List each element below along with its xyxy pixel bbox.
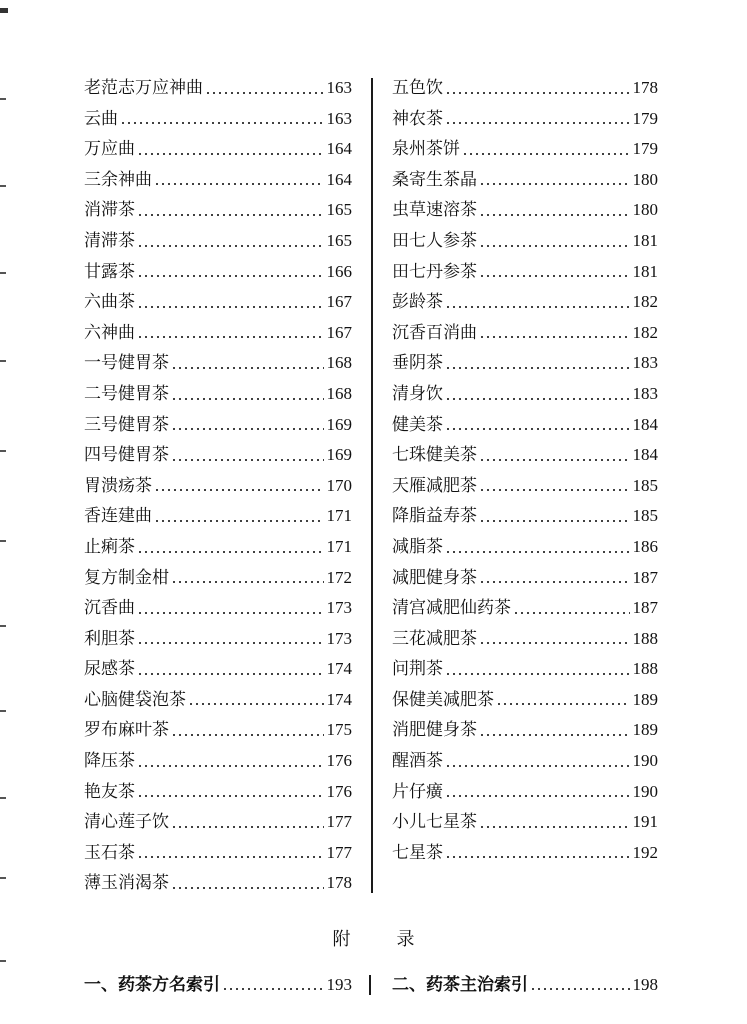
dot-leader bbox=[222, 987, 324, 991]
dot-leader bbox=[188, 702, 324, 706]
dot-leader bbox=[513, 611, 630, 615]
toc-entry[interactable] bbox=[84, 593, 352, 624]
dot-leader bbox=[137, 672, 324, 676]
dot-leader bbox=[479, 488, 630, 492]
dot-leader bbox=[154, 488, 324, 492]
toc-left-column bbox=[84, 73, 352, 899]
toc-entry-page: 168 bbox=[326, 353, 352, 373]
dot-leader bbox=[137, 274, 324, 278]
dot-leader bbox=[120, 121, 324, 125]
dot-leader bbox=[445, 764, 630, 768]
toc-entry-page: 177 bbox=[326, 812, 352, 832]
dot-leader bbox=[137, 305, 324, 309]
toc-entry-page: 182 bbox=[632, 322, 658, 342]
toc-entry-page: 187 bbox=[632, 567, 658, 587]
dot-leader bbox=[445, 672, 630, 676]
toc-entry-page: 188 bbox=[632, 659, 658, 679]
dot-leader bbox=[137, 335, 324, 339]
toc-entry-title: 复方制金柑 bbox=[84, 567, 169, 588]
toc-entry-page: 179 bbox=[632, 139, 658, 159]
toc-entry[interactable] bbox=[392, 440, 658, 471]
toc-entry-title: 清心莲子饮 bbox=[84, 812, 169, 833]
toc-entry-title: 三花减肥茶 bbox=[392, 628, 477, 649]
appendix-entry-title: 二、药茶主治索引 bbox=[392, 975, 528, 995]
toc-entry-title: 减肥健身茶 bbox=[392, 567, 477, 588]
dot-leader bbox=[479, 641, 630, 645]
dot-leader bbox=[154, 519, 324, 523]
toc-entry[interactable] bbox=[84, 685, 352, 716]
toc-entry-title: 罗布麻叶茶 bbox=[84, 720, 169, 741]
toc-entry-title: 利胆茶 bbox=[84, 628, 135, 649]
toc-entry-page: 177 bbox=[326, 842, 352, 862]
toc-entry-title: 胃溃疡茶 bbox=[84, 475, 152, 496]
toc-entry[interactable] bbox=[84, 134, 352, 165]
dot-leader bbox=[445, 305, 630, 309]
toc-entry[interactable] bbox=[84, 287, 352, 318]
dot-leader bbox=[137, 641, 324, 645]
toc-entry[interactable] bbox=[392, 838, 658, 869]
toc-entry-page: 166 bbox=[326, 261, 352, 281]
toc-entry-title: 田七人参茶 bbox=[392, 230, 477, 251]
toc-entry[interactable] bbox=[392, 685, 658, 716]
toc-entry[interactable] bbox=[84, 532, 352, 563]
toc-entry[interactable] bbox=[84, 440, 352, 471]
scan-margin-mark bbox=[0, 710, 6, 712]
dot-leader bbox=[171, 458, 324, 462]
toc-entry-title: 玉石茶 bbox=[84, 842, 135, 863]
toc-entry-title: 醒酒茶 bbox=[392, 751, 443, 772]
scan-margin-mark bbox=[0, 877, 6, 879]
dot-leader bbox=[171, 366, 324, 370]
toc-entry-title: 泉州茶饼 bbox=[392, 139, 460, 160]
toc-entry[interactable] bbox=[84, 746, 352, 777]
dot-leader bbox=[479, 519, 630, 523]
toc-entry-page: 169 bbox=[326, 414, 352, 434]
toc-entry[interactable] bbox=[392, 624, 658, 655]
dot-leader bbox=[445, 550, 630, 554]
scan-margin-mark bbox=[0, 360, 6, 362]
toc-entry[interactable] bbox=[392, 226, 658, 257]
toc-entry-page: 190 bbox=[632, 751, 658, 771]
toc-entry[interactable] bbox=[392, 807, 658, 838]
toc-entry-page: 163 bbox=[326, 108, 352, 128]
appendix-heading-char-2: 录 bbox=[396, 929, 415, 950]
toc-entry-page: 163 bbox=[326, 78, 352, 97]
toc-entry[interactable] bbox=[84, 410, 352, 441]
dot-leader bbox=[445, 794, 630, 798]
toc-entry[interactable] bbox=[392, 501, 658, 532]
toc-entry-title: 三号健胃茶 bbox=[84, 414, 169, 435]
toc-entry-title: 尿感茶 bbox=[84, 659, 135, 680]
toc-entry[interactable] bbox=[84, 715, 352, 746]
toc-entry-page: 167 bbox=[326, 292, 352, 312]
dot-leader bbox=[479, 244, 630, 248]
toc-entry-page: 186 bbox=[632, 536, 658, 556]
dot-leader bbox=[137, 794, 324, 798]
toc-entry-title: 止痢茶 bbox=[84, 536, 135, 557]
dot-leader bbox=[479, 458, 630, 462]
toc-entry-title: 三余神曲 bbox=[84, 169, 152, 190]
toc-entry-page: 180 bbox=[632, 169, 658, 189]
dot-leader bbox=[462, 152, 630, 156]
toc-entry-page: 184 bbox=[632, 445, 658, 465]
toc-entry-title: 保健美减肥茶 bbox=[392, 689, 494, 710]
toc-entry-page: 173 bbox=[326, 628, 352, 648]
scan-margin-mark bbox=[0, 98, 6, 100]
toc-entry-page: 173 bbox=[326, 598, 352, 618]
toc-entry-page: 183 bbox=[632, 353, 658, 373]
toc-entry-page: 191 bbox=[632, 812, 658, 832]
dot-leader bbox=[205, 91, 324, 95]
toc-entry[interactable] bbox=[392, 777, 658, 808]
toc-entry-page: 189 bbox=[632, 689, 658, 709]
appendix-divider bbox=[369, 975, 371, 995]
scan-margin-mark bbox=[0, 797, 6, 799]
toc-entry-title: 云曲 bbox=[84, 108, 118, 129]
toc-entry-title: 神农茶 bbox=[392, 108, 443, 129]
dot-leader bbox=[171, 825, 324, 829]
toc-entry-title: 虫草速溶茶 bbox=[392, 200, 477, 221]
appendix-heading bbox=[0, 925, 747, 951]
dot-leader bbox=[171, 733, 324, 737]
scan-margin-mark bbox=[0, 450, 6, 452]
toc-entry-title: 彭龄茶 bbox=[392, 292, 443, 313]
toc-entry[interactable] bbox=[392, 104, 658, 135]
toc-entry-page: 168 bbox=[326, 383, 352, 403]
dot-leader bbox=[171, 427, 324, 431]
toc-entry-title: 天雁减肥茶 bbox=[392, 475, 477, 496]
toc-entry-page: 189 bbox=[632, 720, 658, 740]
toc-entry[interactable] bbox=[84, 501, 352, 532]
dot-leader bbox=[479, 182, 630, 186]
toc-entry[interactable] bbox=[392, 318, 658, 349]
dot-leader bbox=[171, 886, 324, 890]
toc-entry[interactable] bbox=[84, 257, 352, 288]
dot-leader bbox=[479, 335, 630, 339]
appendix-heading-char-1: 附 bbox=[332, 929, 351, 950]
dot-leader bbox=[137, 550, 324, 554]
toc-entry-page: 178 bbox=[632, 78, 658, 97]
toc-entry-title: 甘露茶 bbox=[84, 261, 135, 282]
toc-entry[interactable] bbox=[392, 715, 658, 746]
toc-entry-title: 消肥健身茶 bbox=[392, 720, 477, 741]
dot-leader bbox=[479, 274, 630, 278]
toc-entry[interactable] bbox=[84, 777, 352, 808]
toc-entry-page: 181 bbox=[632, 261, 658, 281]
toc-entry-title: 垂阴茶 bbox=[392, 353, 443, 374]
toc-entry-page: 192 bbox=[632, 842, 658, 862]
toc-entry[interactable] bbox=[392, 379, 658, 410]
toc-entry-title: 香连建曲 bbox=[84, 506, 152, 527]
dot-leader bbox=[479, 213, 630, 217]
column-divider bbox=[371, 78, 373, 893]
appendix-entry[interactable] bbox=[84, 970, 352, 1000]
toc-entry-title: 四号健胃茶 bbox=[84, 445, 169, 466]
dot-leader bbox=[445, 397, 630, 401]
toc-entry-page: 164 bbox=[326, 169, 352, 189]
dot-leader bbox=[445, 366, 630, 370]
toc-right-column bbox=[392, 73, 658, 868]
dot-leader bbox=[496, 702, 630, 706]
toc-entry[interactable] bbox=[392, 165, 658, 196]
toc-entry-page: 187 bbox=[632, 598, 658, 618]
toc-entry-page: 165 bbox=[326, 230, 352, 250]
toc-entry[interactable] bbox=[392, 532, 658, 563]
dot-leader bbox=[171, 580, 324, 584]
toc-entry-page: 188 bbox=[632, 628, 658, 648]
dot-leader bbox=[137, 152, 324, 156]
toc-entry-title: 六曲茶 bbox=[84, 292, 135, 313]
toc-entry-title: 田七丹参茶 bbox=[392, 261, 477, 282]
toc-entry-page: 178 bbox=[326, 873, 352, 893]
toc-entry-page: 185 bbox=[632, 506, 658, 526]
toc-entry-title: 一号健胃茶 bbox=[84, 353, 169, 374]
toc-entry-title: 减脂茶 bbox=[392, 536, 443, 557]
dot-leader bbox=[479, 825, 630, 829]
toc-entry[interactable] bbox=[392, 410, 658, 441]
toc-entry[interactable] bbox=[392, 257, 658, 288]
toc-entry-page: 181 bbox=[632, 230, 658, 250]
dot-leader bbox=[479, 733, 630, 737]
scan-margin-mark bbox=[0, 272, 6, 274]
dot-leader bbox=[154, 182, 324, 186]
toc-entry-page: 169 bbox=[326, 445, 352, 465]
toc-entry-title: 健美茶 bbox=[392, 414, 443, 435]
toc-entry[interactable] bbox=[392, 287, 658, 318]
toc-entry[interactable] bbox=[84, 838, 352, 869]
appendix-entry-page: 198 bbox=[632, 975, 658, 994]
toc-entry[interactable] bbox=[392, 348, 658, 379]
toc-entry-title: 心脑健袋泡茶 bbox=[84, 689, 186, 710]
toc-entry-title: 老范志万应神曲 bbox=[84, 78, 203, 98]
toc-entry-title: 五色饮 bbox=[392, 78, 443, 98]
dot-leader bbox=[530, 987, 630, 991]
toc-entry-title: 薄玉消渴茶 bbox=[84, 873, 169, 894]
toc-entry-title: 艳友茶 bbox=[84, 781, 135, 802]
toc-entry-title: 万应曲 bbox=[84, 139, 135, 160]
toc-entry-page: 176 bbox=[326, 781, 352, 801]
toc-entry-title: 消滞茶 bbox=[84, 200, 135, 221]
scan-margin-mark bbox=[0, 185, 6, 187]
toc-entry[interactable] bbox=[392, 73, 658, 104]
toc-entry-title: 降脂益寿茶 bbox=[392, 506, 477, 527]
toc-entry-page: 179 bbox=[632, 108, 658, 128]
toc-entry[interactable] bbox=[392, 593, 658, 624]
toc-entry[interactable] bbox=[392, 195, 658, 226]
scan-corner-mark bbox=[0, 8, 8, 13]
toc-entry-page: 176 bbox=[326, 751, 352, 771]
toc-entry[interactable] bbox=[84, 563, 352, 594]
toc-entry-page: 183 bbox=[632, 383, 658, 403]
toc-entry[interactable] bbox=[84, 624, 352, 655]
toc-entry-page: 164 bbox=[326, 139, 352, 159]
toc-entry-page: 175 bbox=[326, 720, 352, 740]
toc-entry-title: 清滞茶 bbox=[84, 230, 135, 251]
toc-entry[interactable] bbox=[84, 104, 352, 135]
toc-entry-title: 清身饮 bbox=[392, 383, 443, 404]
toc-entry[interactable] bbox=[84, 868, 352, 899]
toc-entry-page: 174 bbox=[326, 659, 352, 679]
toc-entry-title: 七珠健美茶 bbox=[392, 445, 477, 466]
dot-leader bbox=[137, 764, 324, 768]
toc-entry[interactable] bbox=[84, 318, 352, 349]
scan-margin-mark bbox=[0, 625, 6, 627]
dot-leader bbox=[445, 91, 630, 95]
toc-entry-page: 172 bbox=[326, 567, 352, 587]
scan-margin-mark bbox=[0, 540, 6, 542]
toc-entry-title: 清宫减肥仙药茶 bbox=[392, 598, 511, 619]
scan-margin-mark bbox=[0, 960, 6, 962]
toc-entry[interactable] bbox=[84, 348, 352, 379]
dot-leader bbox=[445, 855, 630, 859]
toc-entry-page: 171 bbox=[326, 506, 352, 526]
dot-leader bbox=[137, 855, 324, 859]
toc-entry[interactable] bbox=[84, 471, 352, 502]
toc-entry-page: 184 bbox=[632, 414, 658, 434]
toc-entry-title: 六神曲 bbox=[84, 322, 135, 343]
toc-entry[interactable] bbox=[392, 471, 658, 502]
toc-entry[interactable] bbox=[84, 654, 352, 685]
dot-leader bbox=[445, 427, 630, 431]
toc-entry-title: 桑寄生茶晶 bbox=[392, 169, 477, 190]
toc-entry-title: 问荆茶 bbox=[392, 659, 443, 680]
toc-entry[interactable] bbox=[392, 746, 658, 777]
dot-leader bbox=[137, 244, 324, 248]
toc-entry[interactable] bbox=[84, 165, 352, 196]
appendix-entry-title: 一、药茶方名索引 bbox=[84, 975, 220, 995]
toc-entry-page: 180 bbox=[632, 200, 658, 220]
toc-entry[interactable] bbox=[392, 654, 658, 685]
toc-entry[interactable] bbox=[84, 379, 352, 410]
toc-entry[interactable] bbox=[392, 563, 658, 594]
toc-entry[interactable] bbox=[84, 195, 352, 226]
toc-entry-page: 190 bbox=[632, 781, 658, 801]
toc-entry[interactable] bbox=[84, 807, 352, 838]
dot-leader bbox=[137, 611, 324, 615]
dot-leader bbox=[171, 397, 324, 401]
toc-entry-title: 片仔癀 bbox=[392, 781, 443, 802]
appendix-entry-page: 193 bbox=[326, 975, 352, 994]
toc-entry-page: 165 bbox=[326, 200, 352, 220]
toc-entry[interactable] bbox=[392, 134, 658, 165]
toc-entry-page: 182 bbox=[632, 292, 658, 312]
toc-entry-title: 沉香曲 bbox=[84, 598, 135, 619]
toc-entry-title: 七星茶 bbox=[392, 842, 443, 863]
dot-leader bbox=[445, 121, 630, 125]
dot-leader bbox=[479, 580, 630, 584]
toc-entry-title: 二号健胃茶 bbox=[84, 383, 169, 404]
toc-entry-title: 沉香百消曲 bbox=[392, 322, 477, 343]
toc-entry-page: 171 bbox=[326, 536, 352, 556]
toc-entry-title: 降压茶 bbox=[84, 751, 135, 772]
toc-entry[interactable] bbox=[84, 226, 352, 257]
toc-entry-page: 185 bbox=[632, 475, 658, 495]
toc-entry-title: 小儿七星茶 bbox=[392, 812, 477, 833]
toc-entry[interactable] bbox=[84, 73, 352, 104]
toc-entry-page: 170 bbox=[326, 475, 352, 495]
dot-leader bbox=[137, 213, 324, 217]
toc-entry-page: 174 bbox=[326, 689, 352, 709]
appendix-entry[interactable] bbox=[392, 970, 658, 1000]
toc-entry-page: 167 bbox=[326, 322, 352, 342]
